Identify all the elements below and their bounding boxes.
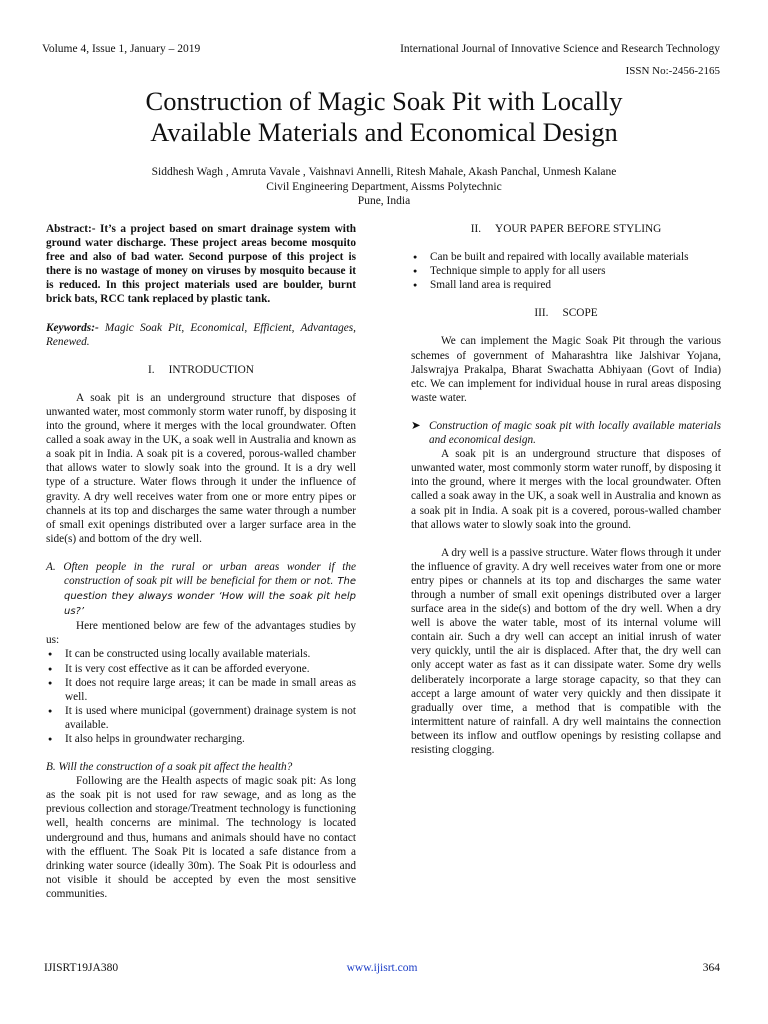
keywords-label: Keywords:-	[46, 321, 99, 334]
author-location: Pune, India	[357, 195, 411, 207]
author-department: Civil Engineering Department, Aissms Polytechnic	[266, 180, 502, 193]
keywords	[46, 321, 356, 349]
abstract	[46, 222, 356, 307]
section-title: YOUR PAPER BEFORE STYLING	[495, 223, 662, 235]
title-line-2: Available Materials and Economical Design	[150, 117, 618, 147]
paper-id: IJISRT19JA380	[44, 962, 119, 974]
list-item: ● It can be constructed using locally available materials.	[46, 647, 356, 661]
list-item: ● It is very cost effective as it can be afforded everyone.	[46, 662, 356, 676]
arrow-bullet-icon: ➤	[411, 419, 421, 432]
advantages-list	[46, 647, 356, 746]
drywell-paragraph: A dry well is a passive structure. Water flows through it under the influence of gravity. A dry well receives water from one or more entry pipes or channels at its top and discharges the same water through a number of small exit openings distributed over a larger surface area in the side(s) and bottom of the dry well. When a dry well is above the water table, most of its internal volume will contain air. Such a dry well can accept an initial inrush of water very quickly, until the air is displaced. After that, the dry well can only accept water as fast as it can dissipate water. Some dry wells deliberately incorporate a large storage capacity, so that they can accept a large amount of water very quickly and then dissipate it gradually over time, a method that is compatible with the intermittent nature of rainfall. A dry well maintains the connection between its inflow and outflow openings by resisting collapse and resisting clogging.	[411, 546, 721, 756]
abstract-text: It’s a project based on smart drainage system with ground water discharge. These project areas become mosquito free and also of bad water. Second purpose of this project is there is no wastage of money on viruses by mosquito because it is reduced. In this project materials used are boulder, burnt brick bats, RCC tank replaced by plastic tank.	[46, 223, 356, 306]
keywords-text: Magic Soak Pit, Economical, Efficient, Advantages, Renewed.	[46, 321, 356, 348]
list-item: ● Small land area is required	[411, 278, 721, 292]
right-column	[411, 222, 721, 757]
subheading-a	[46, 560, 356, 619]
construction-heading-text: Construction of magic soak pit with locally available materials and economical design.	[429, 419, 721, 447]
volume-info: Volume 4, Issue 1, January – 2019	[42, 43, 201, 55]
subheading-b: B. Will the construction of a soak pit affect the health?	[46, 761, 293, 774]
section-number: III.	[534, 307, 549, 320]
list-item: ● It is used where municipal (government) drainage system is not available.	[46, 704, 356, 732]
page-number: 364	[702, 962, 720, 974]
section-title: INTRODUCTION	[168, 363, 254, 376]
section-number: I.	[148, 363, 155, 376]
section-number: II.	[470, 223, 482, 235]
subheading-a-text: A. Often people in the rural or urban areas wonder if the construction of soak pit will be beneficial for them or	[46, 560, 356, 587]
styling-list	[411, 250, 721, 292]
health-paragraph: Following are the Health aspects of magic soak pit: As long as the soak pit is not used for raw sewage, and as long as the previous collection and storage/Treatment technology is functioning well, health concerns are minimal. The technology is located underground and thus, humans and animals should have no contact with the effluent. The Soak Pit is located a safe distance from a drinking water source (ideally 30m). The Soak Pit is odourless and not visible it should be accepted by even the most sensitive communities.	[46, 775, 356, 900]
paper-title	[40, 86, 728, 148]
issn: ISSN No:-2456-2165	[625, 65, 720, 77]
abstract-label: Abstract:-	[46, 223, 96, 235]
scope-paragraph: We can implement the Magic Soak Pit through the various schemes of government of Maharashtra like Jalshivar Yojana, Jalswrajya Prakalpa, Bharat Swachatta Abhiyaan (Govt of India) etc. We can implement for individual house in rural areas disposing waste water.	[411, 335, 721, 404]
list-item: ● It does not require large areas; it can be made in small areas as well.	[46, 676, 356, 704]
section-title: SCOPE	[562, 307, 598, 320]
title-line-1: Construction of Magic Soak Pit with Locally	[145, 86, 623, 116]
journal-name: International Journal of Innovative Science and Research Technology	[400, 43, 720, 55]
section-heading-scope	[411, 306, 721, 320]
list-item: ● Can be built and repaired with locally available materials	[411, 250, 721, 264]
author-names: Siddhesh Wagh , Amruta Vavale , Vaishnavi Annelli, Ritesh Mahale, Akash Panchal, Unmesh Kalane	[151, 166, 617, 178]
advantages-intro: Here mentioned below are few of the advantages studies by us:	[46, 620, 356, 647]
section-heading-styling	[411, 222, 721, 236]
introduction-paragraph: A soak pit is an underground structure that disposes of unwanted water, most commonly storm water runoff, by disposing it into the ground, where it merges with the local groundwater. Often called a soak away in the UK, a soak well in Australia and known as a soak pit in India. A soak pit is a covered, porous-walled chamber that allows water to slowly soak into the ground. It is a dry well type of a structure. Water flows through it under the influence of gravity. A dry well receives water from one or more entry pipes or channels at its top and discharges the same water through a number of small exit openings distributed over a larger surface area in the side(s) and bottom of the dry well.	[46, 391, 356, 545]
list-item: ● It also helps in groundwater recharging.	[46, 732, 356, 746]
left-column	[46, 222, 356, 901]
list-item: ● Technique simple to apply for all users	[411, 264, 721, 278]
construction-paragraph: A soak pit is an underground structure that disposes of unwanted water, most commonly storm water runoff, by disposing it into the ground, where it merges with the local groundwater. Often called a soak away in the UK, a soak well in Australia and known as a soak pit in India. A soak pit is a covered, porous-walled chamber that allows water to slowly soak into the ground.	[411, 448, 721, 531]
construction-heading	[411, 419, 721, 447]
author-block	[40, 165, 728, 209]
website-link[interactable]: www.ijisrt.com	[346, 962, 418, 974]
subheading-a-handwritten: not. The question they always wonder ‘How will the soak pit help us?’	[64, 575, 356, 618]
section-heading-introduction	[46, 363, 356, 377]
